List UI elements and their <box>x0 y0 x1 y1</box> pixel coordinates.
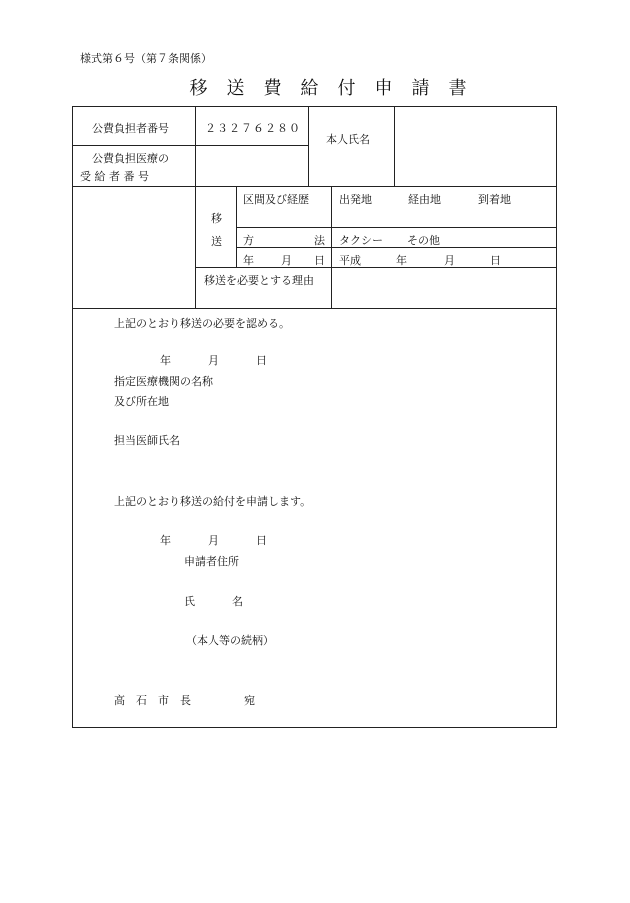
cert-date-year: 年 <box>160 354 171 367</box>
row-divider <box>236 247 557 248</box>
era-label: 平成 <box>339 254 361 267</box>
date-day-label: 日 <box>490 254 501 267</box>
title-char: 費 <box>263 78 282 99</box>
relation-label: （本人等の続柄） <box>186 634 274 647</box>
recipient-number-value: ２３２７６２８０ <box>205 122 301 135</box>
title-char: 送 <box>226 78 245 99</box>
medical-recipient-label: 公費負担医療の <box>92 152 169 165</box>
method-taxi-option[interactable]: タクシー <box>339 234 383 247</box>
method-label: 法 <box>314 234 325 247</box>
col-divider <box>308 106 309 186</box>
applicant-address-label: 申請者住所 <box>184 555 239 568</box>
section-label: 区間及び経歴 <box>243 193 309 206</box>
transfer-label: 移 <box>211 212 222 225</box>
date-month-label: 月 <box>281 254 292 267</box>
col-divider <box>236 186 237 267</box>
applicant-name-label: 名 <box>232 595 243 608</box>
title-char: 付 <box>337 78 356 99</box>
date-year-label: 年 <box>396 254 407 267</box>
applicant-name-label: 氏 <box>184 595 195 608</box>
title-char: 請 <box>411 78 430 99</box>
institution-label: 及び所在地 <box>114 395 169 408</box>
app-date-year: 年 <box>160 534 171 547</box>
row-divider <box>72 186 557 187</box>
person-name-label: 本人氏名 <box>326 133 370 146</box>
via-label: 経由地 <box>408 193 441 206</box>
reason-label: 移送を必要とする理由 <box>204 274 314 287</box>
col-divider <box>195 186 196 308</box>
date-day-label: 日 <box>314 254 325 267</box>
form-number: 様式第６号（第７条関係） <box>80 52 212 65</box>
app-date-day: 日 <box>256 534 267 547</box>
date-year-label: 年 <box>243 254 254 267</box>
row-divider <box>236 227 331 228</box>
cert-date-day: 日 <box>256 354 267 367</box>
title-char: 書 <box>448 78 467 99</box>
method-other-option[interactable]: その他 <box>407 234 440 247</box>
departure-label: 出発地 <box>339 193 372 206</box>
institution-label: 指定医療機関の名称 <box>114 375 213 388</box>
app-date-month: 月 <box>208 534 219 547</box>
title-char: 移 <box>189 78 208 99</box>
row-divider <box>72 308 557 309</box>
doctor-name-label: 担当医師氏名 <box>114 434 180 447</box>
certification-statement: 上記のとおり移送の必要を認める。 <box>114 317 290 330</box>
title-char: 給 <box>300 78 319 99</box>
row-divider <box>331 227 557 228</box>
transfer-label: 送 <box>211 235 222 248</box>
method-label: 方 <box>243 234 254 247</box>
title-char: 申 <box>374 78 393 99</box>
medical-recipient-number-field[interactable] <box>196 146 307 185</box>
application-statement: 上記のとおり移送の給付を申請します。 <box>114 495 312 508</box>
recipient-number-label: 公費負担者番号 <box>92 122 169 135</box>
arrival-label: 到着地 <box>478 193 511 206</box>
person-name-field[interactable] <box>395 107 556 185</box>
cert-date-month: 月 <box>208 354 219 367</box>
addressee: 高 石 市 長 <box>114 694 191 707</box>
reason-field[interactable] <box>332 268 556 307</box>
medical-recipient-label: 受 給 者 番 号 <box>80 170 149 183</box>
addressee-suffix: 宛 <box>244 694 255 707</box>
form-title <box>180 74 476 100</box>
date-month-label: 月 <box>444 254 455 267</box>
